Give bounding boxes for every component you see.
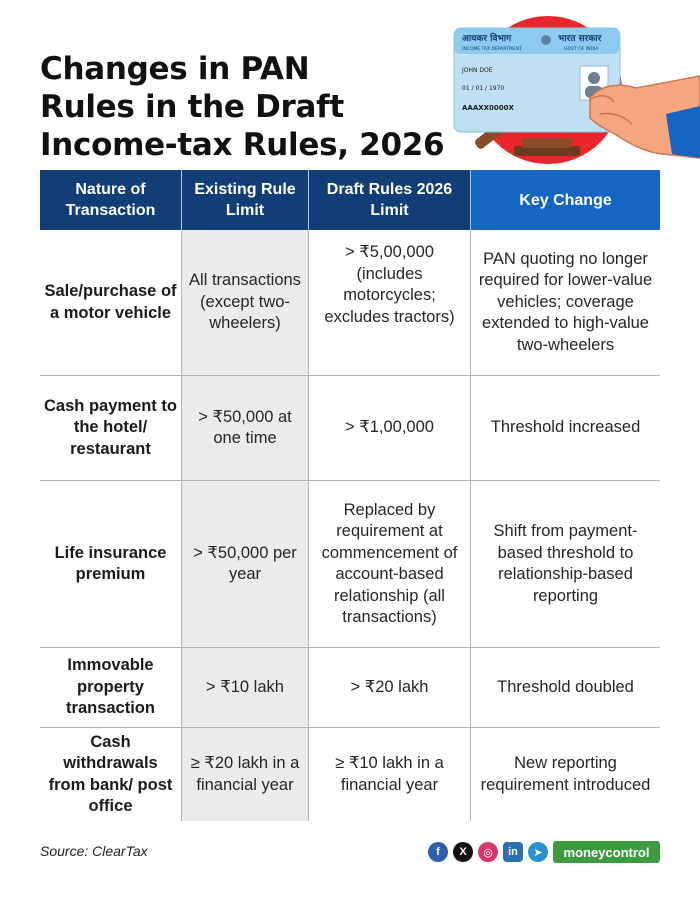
cell-existing: > ₹50,000 per year (182, 481, 309, 647)
instagram-icon[interactable]: ◎ (478, 842, 498, 862)
cell-change: Shift from payment-based threshold to relationship-based reporting (493, 522, 638, 605)
title-line-2: Rules in the Draft (40, 89, 344, 125)
table-row (40, 728, 660, 821)
cell-draft: > ₹5,00,000 (includes motorcycles; excludes tractors) (309, 230, 471, 375)
social-icons (428, 842, 548, 862)
card-header-right: भारत सरकार (558, 34, 602, 44)
cell-change: Threshold increased (490, 418, 641, 437)
header-existing-rule-limit: Existing Rule Limit (182, 170, 309, 230)
table-row (40, 376, 660, 481)
card-pan-number: AAAXX0000X (462, 104, 514, 112)
cell-draft: ≥ ₹10 lakh in a financial year (309, 728, 471, 821)
card-date: 01 / 01 / 1970 (462, 85, 505, 92)
pan-rules-table (40, 170, 660, 821)
card-header-left: आयकर विभाग (462, 34, 512, 44)
cell-draft: Replaced by requirement at commencement of account-based relationship (all transactions) (309, 481, 471, 647)
pan-card-illustration (440, 8, 700, 176)
title-line-1: Changes in PAN (40, 51, 310, 87)
cell-draft: > ₹20 lakh (309, 648, 471, 727)
facebook-icon[interactable]: f (428, 842, 448, 862)
table-row (40, 230, 660, 376)
cell-nature: Sale/purchase of a motor vehicle (40, 230, 182, 375)
header-key-change: Key Change (471, 170, 660, 230)
card-header-left-sub: INCOME TAX DEPARTMENT (462, 47, 522, 52)
title-line-3: Income-tax Rules, 2026 (40, 127, 445, 163)
linkedin-icon[interactable]: in (503, 842, 523, 862)
cell-nature: Cash payment to the hotel/ restaurant (40, 376, 182, 480)
cell-nature: Cash withdrawals from bank/ post office (40, 728, 182, 821)
hand-icon (590, 76, 700, 158)
table-row (40, 481, 660, 648)
cell-existing: > ₹50,000 at one time (182, 376, 309, 480)
cell-existing: ≥ ₹20 lakh in a financial year (182, 728, 309, 821)
cell-existing: All transactions (except two-wheelers) (182, 230, 309, 375)
cell-change: PAN quoting no longer required for lower-value vehicles; coverage extended to high-value two-wheelers (478, 249, 653, 354)
table-row (40, 648, 660, 728)
page-title (40, 50, 470, 164)
source-note: Source: ClearTax (40, 843, 148, 859)
cell-nature: Life insurance premium (40, 481, 182, 647)
x-icon[interactable]: X (453, 842, 473, 862)
card-header-right-sub: GOVT OF INDIA (564, 47, 599, 52)
header-draft-rules-limit: Draft Rules 2026 Limit (309, 170, 471, 230)
telegram-icon[interactable]: ➤ (528, 842, 548, 862)
cell-change: New reporting requirement introduced (480, 754, 651, 794)
moneycontrol-logo[interactable]: moneycontrol (553, 841, 660, 863)
cell-existing: > ₹10 lakh (182, 648, 309, 727)
header-nature-of-transaction: Nature of Transaction (40, 170, 182, 230)
cell-draft: > ₹1,00,000 (309, 376, 471, 480)
table-header-row (40, 170, 660, 230)
card-name: JOHN DOE (462, 67, 493, 74)
cell-nature: Immovable property transaction (40, 648, 182, 727)
cell-change: Threshold doubled (497, 677, 634, 696)
